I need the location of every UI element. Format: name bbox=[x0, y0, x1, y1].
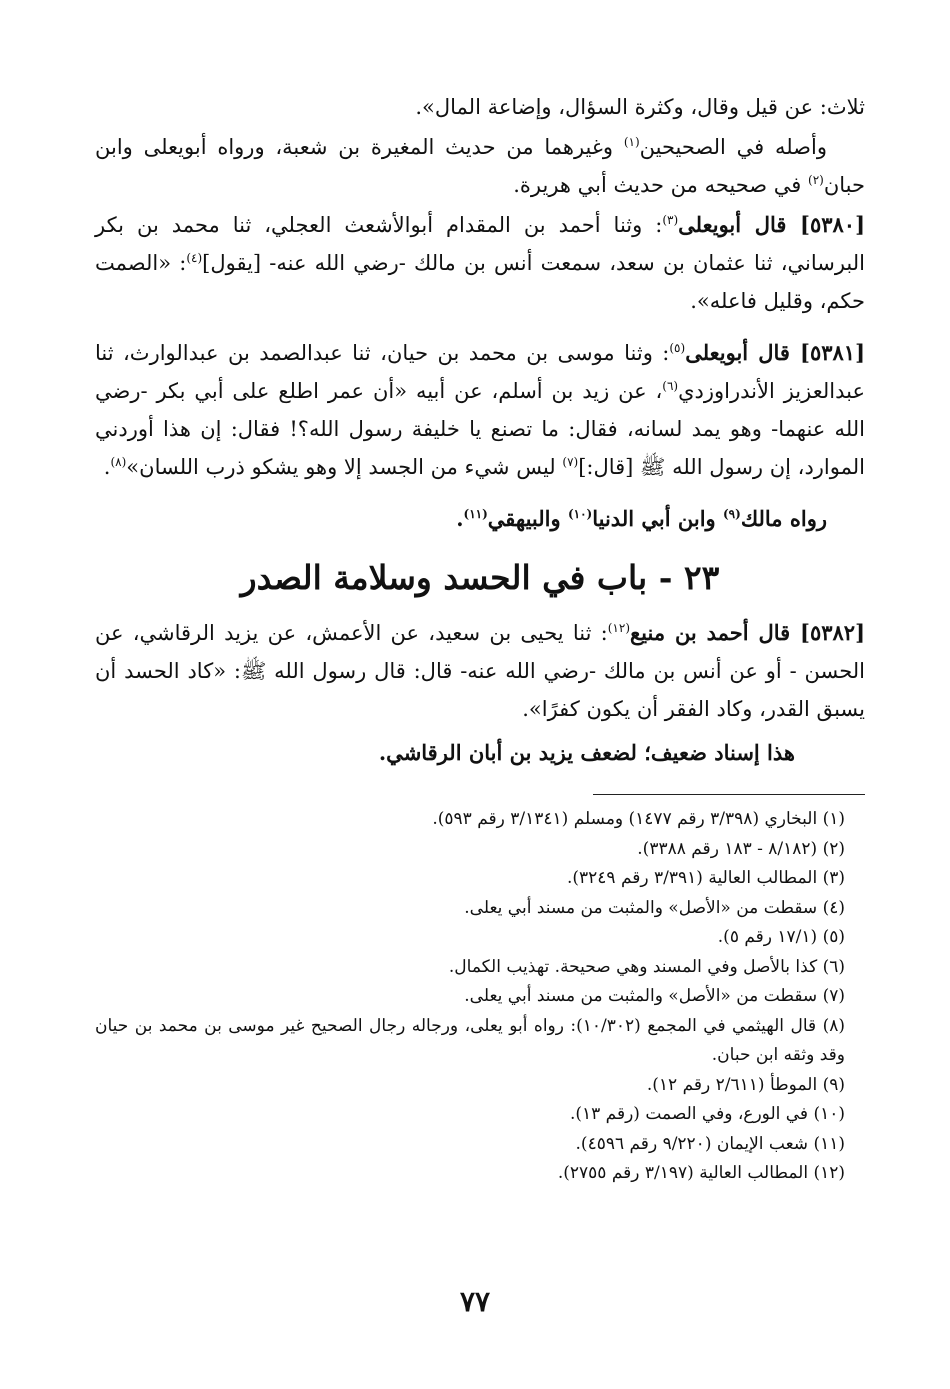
paragraph-text: : وثنا موسى بن محمد بن حيان، ثنا عبدالصمد بن عبدالوارث، ثنا عبدالعزيز الأندراوزدي bbox=[95, 341, 865, 403]
hadith-5380 bbox=[95, 206, 865, 320]
footnote-ref: (١٢) bbox=[607, 621, 630, 635]
footnote-ref: (٦) bbox=[662, 379, 679, 393]
paragraph-text: رواه مالك bbox=[740, 506, 827, 531]
footnote-ref: (١١) bbox=[463, 507, 488, 521]
page-number: ٧٧ bbox=[459, 1285, 491, 1318]
page-body bbox=[95, 88, 865, 1189]
footnote-item: (١٢) المطالب العالية (٣/١٩٧ رقم ٢٧٥٥). bbox=[557, 1163, 845, 1183]
footnotes bbox=[95, 805, 865, 1189]
footnote-item: (٦) كذا بالأصل وفي المسند وهي صحيحة. تهذيب الكمال. bbox=[448, 956, 845, 977]
paragraph-text: : وثنا أحمد بن المقدام أبوالأشعث العجلي، ثنا محمد بن بكر البرساني، ثنا عثمان بن سعد، سمعت أنس بن مالك -رضي الله عنه- [يقول] bbox=[95, 213, 865, 275]
hadith-5381 bbox=[95, 334, 865, 486]
footnote-item: (٣) المطالب العالية (٣/٣٩١ رقم ٣٢٤٩). bbox=[566, 868, 845, 888]
paragraph-text: ثلاث: عن قيل وقال، وكثرة السؤال، وإضاعة المال». bbox=[415, 95, 865, 119]
footnote-item: (٩) الموطأ (٢/٦١١ رقم ١٢). bbox=[646, 1074, 845, 1095]
paragraph-text: ، عن زيد بن أسلم، عن أبيه «أن عمر اطلع على أبي بكر -رضي الله عنهما- وهو يمد لسانه، فقال: ما تصنع يا خليفة رسول الله؟! فقال: إن هذا أوردني الموارد، إن رسول الله ﷺ [قال:] bbox=[95, 379, 865, 479]
sources-paragraph bbox=[95, 500, 865, 538]
paragraph-text: . bbox=[456, 506, 464, 531]
footnote-ref: (٨) bbox=[110, 455, 127, 469]
footnote-ref: (٤) bbox=[186, 251, 203, 265]
isnad-note: هذا إسناد ضعيف؛ لضعف يزيد بن أبان الرقاشي. bbox=[378, 740, 795, 765]
footnote-item: (٥) (١٧/١ رقم ٥). bbox=[717, 927, 845, 947]
hadith-heading: [٥٣٨٢] قال أحمد بن منيع bbox=[630, 620, 865, 645]
paragraph-2 bbox=[95, 128, 865, 204]
footnote-ref: (٩) bbox=[722, 507, 741, 521]
paragraph-text: : ثنا يحيى بن سعيد، عن الأعمش، عن يزيد الرقاشي، عن الحسن - أو عن أنس بن مالك -رضي الله عنه- قال: قال رسول الله ﷺ: «كاد الحسد أن يسبق القدر، وكاد الفقر أن يكون كفرًا». bbox=[95, 621, 865, 721]
paragraph-text: : «الصمت حكم، وقليل فاعله». bbox=[95, 251, 865, 313]
chapter-heading: ٢٣ - باب في الحسد وسلامة الصدر bbox=[240, 558, 720, 597]
footnote-ref: (٥) bbox=[669, 341, 686, 355]
footnote-ref: (٣) bbox=[662, 213, 679, 227]
paragraph-text: في صحيحه من حديث أبي هريرة. bbox=[513, 173, 809, 197]
footnote-item: (٨) قال الهيثمي في المجمع (١٠/٣٠٢): رواه أبو يعلى، ورجاله رجال الصحيح غير موسى بن محمد بن حيان وقد وثقه ابن حبان. bbox=[95, 1015, 845, 1065]
footnote-ref: (٢) bbox=[808, 173, 824, 187]
hadith-5382 bbox=[95, 614, 865, 728]
footnote-item: (٢) (٨/١٨٢ - ١٨٣ رقم ٣٣٨٨). bbox=[637, 838, 845, 859]
footnote-ref: (١٠) bbox=[567, 507, 593, 521]
hadith-heading: [٥٣٨٠] قال أبويعلى bbox=[678, 212, 866, 237]
paragraph-text: وغيرهما من حديث المغيرة بن شعبة، ورواه أبويعلى وابن حبان bbox=[95, 135, 865, 197]
footnote-divider bbox=[593, 794, 865, 795]
paragraph-1 bbox=[95, 88, 865, 126]
hadith-heading: [٥٣٨١] قال أبويعلى bbox=[685, 340, 865, 365]
paragraph-text: ليس شيء من الجسد إلا وهو يشكو ذرب اللسان» bbox=[126, 455, 563, 479]
footnote-item: (١) البخاري (٣/٣٩٨ رقم ١٤٧٧) ومسلم (٣/١٣٤١ رقم ٥٩٣). bbox=[432, 809, 845, 829]
paragraph-text: والبيهقي bbox=[487, 506, 568, 531]
paragraph-text: . bbox=[103, 455, 111, 479]
paragraph-text: وابن أبي الدنيا bbox=[592, 506, 723, 531]
paragraph-text: وأصله في الصحيحين bbox=[639, 135, 827, 159]
footnote-ref: (١) bbox=[623, 135, 640, 149]
footnote-item: (٧) سقطت من «الأصل» والمثبت من مسند أبي يعلى. bbox=[464, 986, 845, 1006]
footnote-item: (٤) سقطت من «الأصل» والمثبت من مسند أبي يعلى. bbox=[464, 897, 845, 918]
footnote-item: (١٠) في الورع، وفي الصمت (رقم ١٣). bbox=[569, 1104, 845, 1124]
footnote-item: (١١) شعب الإيمان (٩/٢٢٠ رقم ٤٥٩٦). bbox=[575, 1133, 845, 1154]
footnote-ref: (٧) bbox=[562, 455, 579, 469]
